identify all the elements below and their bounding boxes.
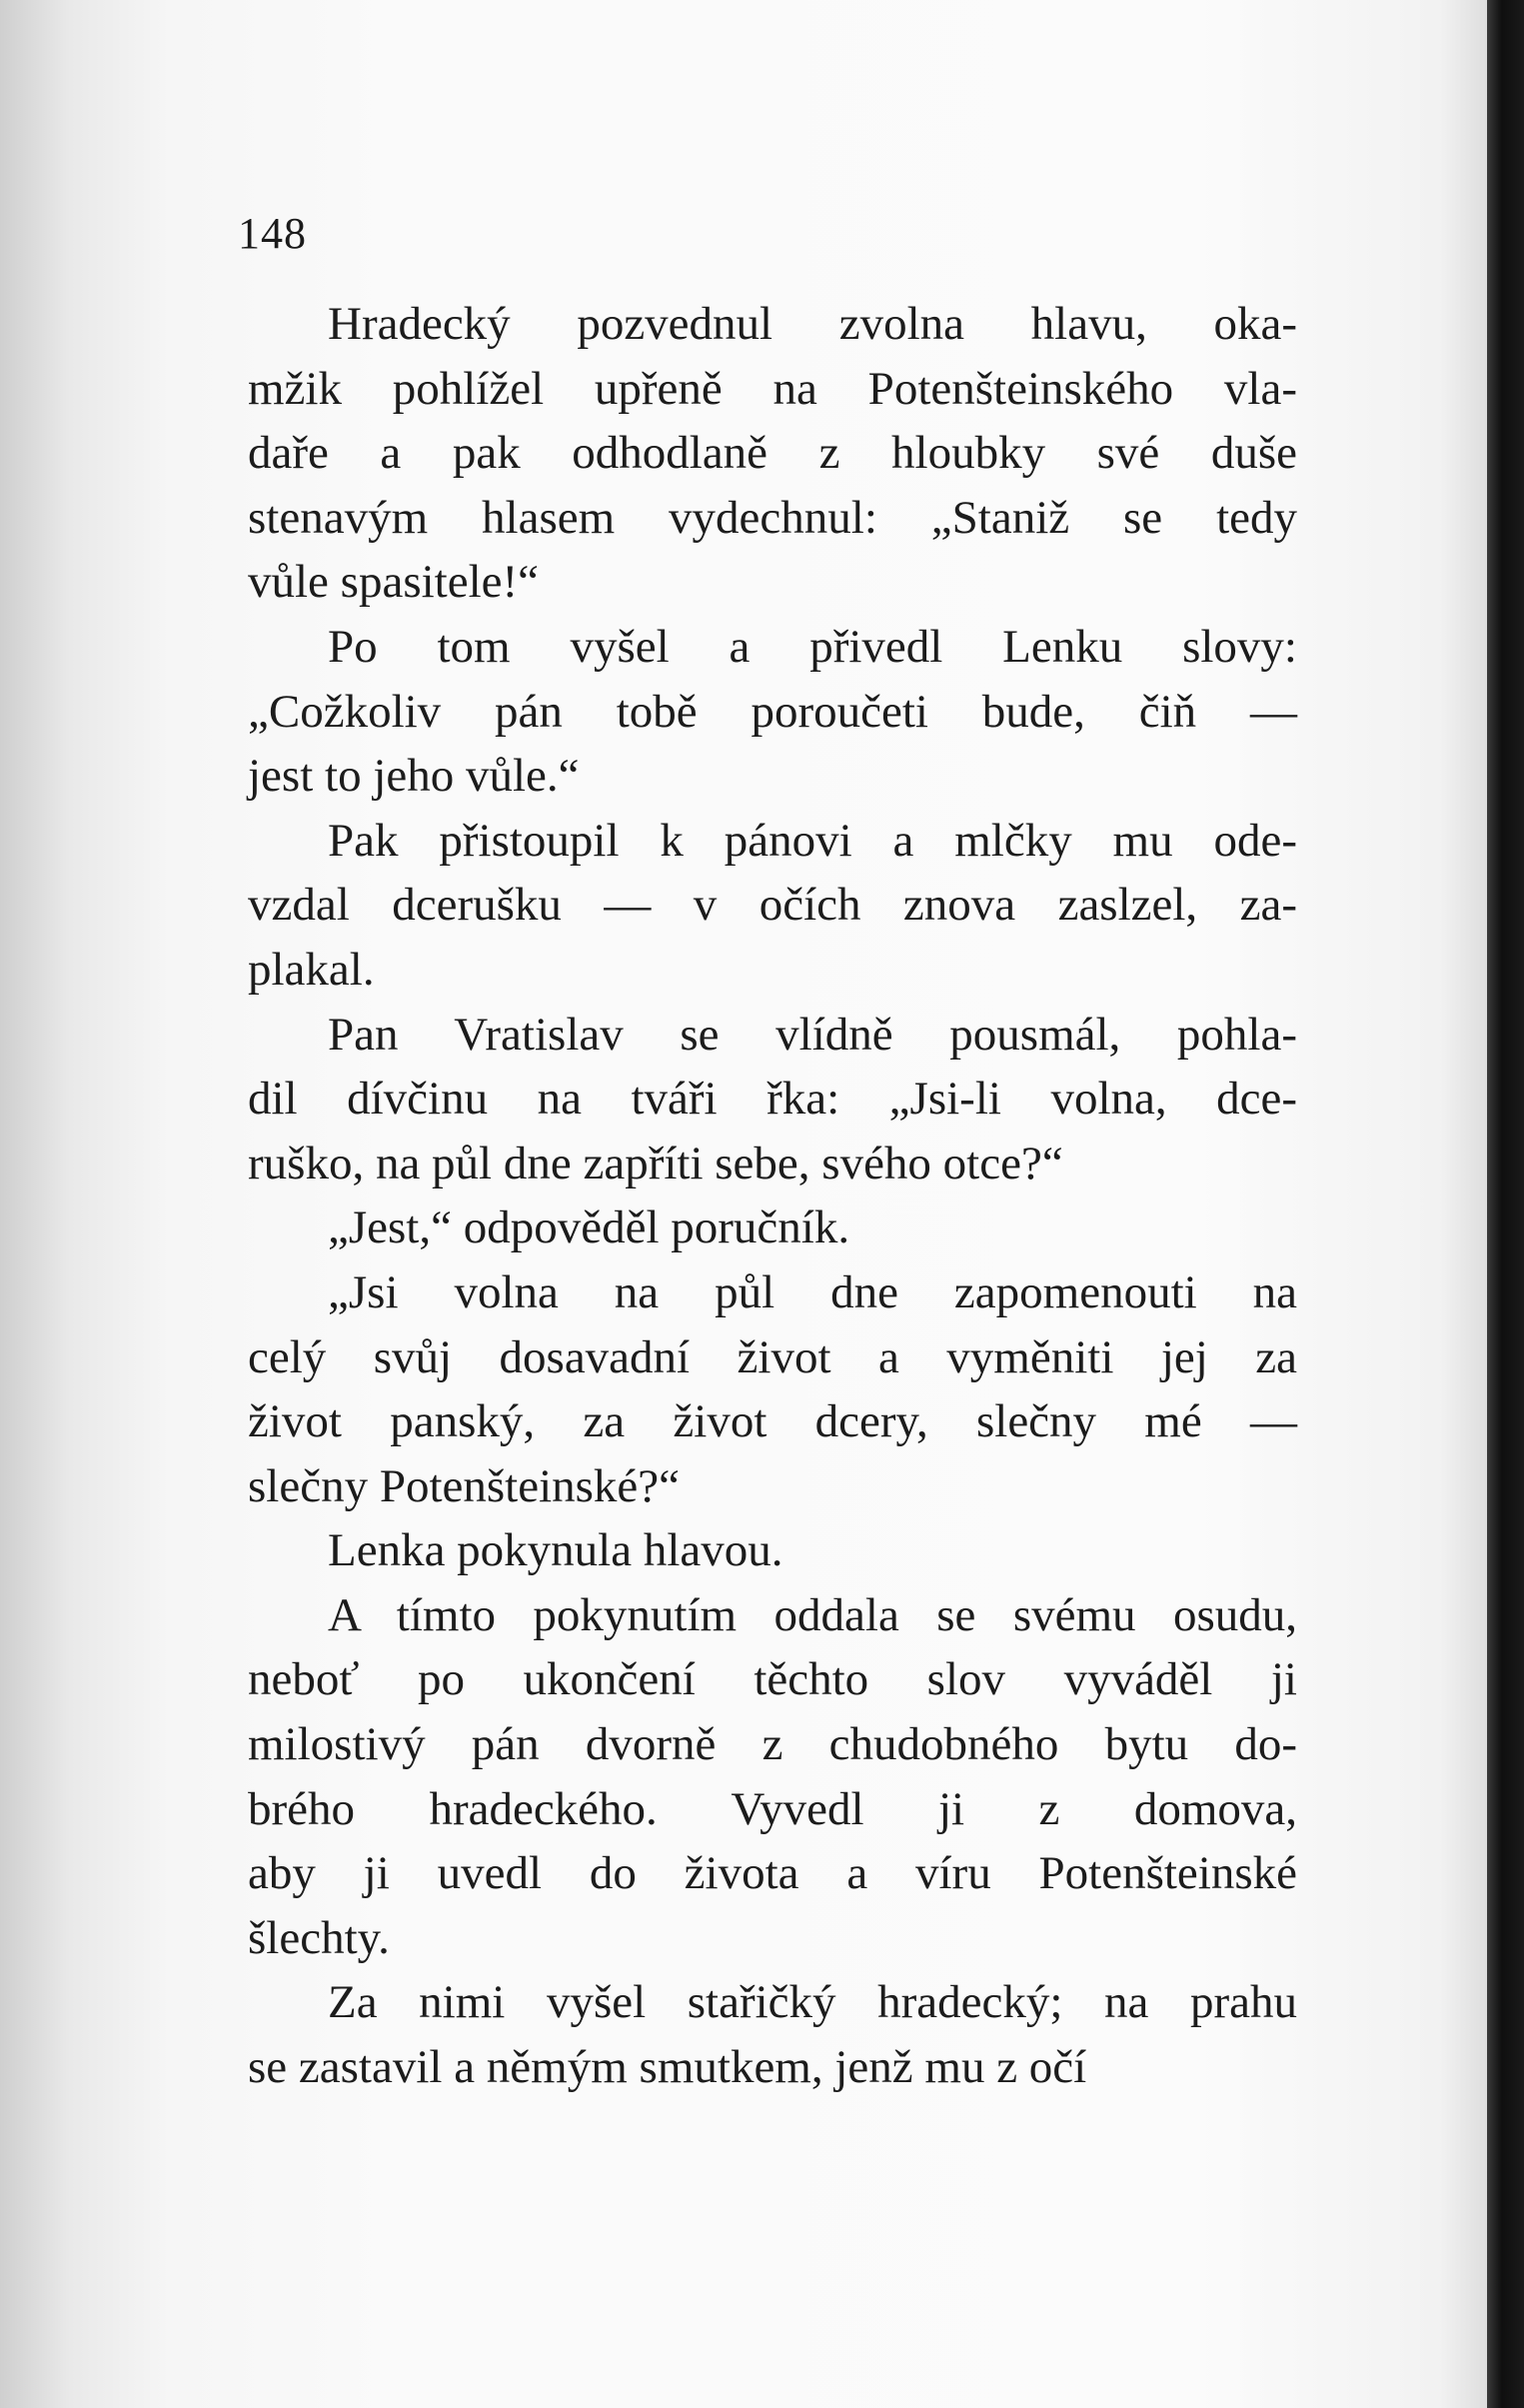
text-line: slečny Potenšteinské?“ bbox=[248, 1459, 681, 1512]
paragraph bbox=[248, 1583, 1297, 1971]
page-body-text bbox=[248, 292, 1297, 2100]
text-line: šlechty. bbox=[248, 1911, 390, 1964]
paragraph bbox=[248, 809, 1297, 1003]
paragraph bbox=[248, 615, 1297, 809]
text-line: mžik pohlížel upřeně na Potenšteinského vla- bbox=[248, 362, 1297, 415]
text-line: se zastavil a němým smutkem, jenž mu z očí bbox=[248, 2041, 1087, 2094]
text-line: vůle spasitele!“ bbox=[248, 556, 540, 609]
text-line: „Cožkoliv pán tobě poroučeti bude, čiň — bbox=[248, 685, 1297, 738]
text-line: plakal. bbox=[248, 943, 375, 996]
page-edge-shadow bbox=[1487, 0, 1524, 2408]
text-line: jest to jeho vůle.“ bbox=[248, 750, 580, 803]
paragraph bbox=[248, 1518, 1297, 1583]
text-line: život panský, za život dcery, slečny mé — bbox=[248, 1395, 1297, 1448]
text-line: Pan Vratislav se vlídně pousmál, pohla- bbox=[328, 1008, 1297, 1061]
text-line: stenavým hlasem vydechnul: „Staniž se tedy bbox=[248, 491, 1297, 544]
text-line: brého hradeckého. Vyvedl ji z domova, bbox=[248, 1782, 1297, 1835]
text-line: daře a pak odhodlaně z hloubky své duše bbox=[248, 427, 1297, 480]
text-line: milostivý pán dvorně z chudobného bytu do- bbox=[248, 1718, 1297, 1771]
paragraph bbox=[248, 292, 1297, 615]
text-line: vzdal dcerušku — v očích znova zaslzel, za- bbox=[248, 879, 1297, 932]
text-line: „Jest,“ odpověděl poručník. bbox=[328, 1202, 850, 1254]
text-line: dil dívčinu na tváři řka: „Jsi-li volna, dce- bbox=[248, 1073, 1297, 1126]
page-number: 148 bbox=[238, 209, 307, 258]
text-line: Lenka pokynula hlavou. bbox=[328, 1524, 783, 1577]
text-line: neboť po ukončení těchto slov vyváděl ji bbox=[248, 1653, 1297, 1706]
text-line: A tímto pokynutím oddala se svému osudu, bbox=[328, 1588, 1297, 1641]
text-line: Hradecký pozvednul zvolna hlavu, oka- bbox=[328, 298, 1297, 350]
text-line: Za nimi vyšel stařičký hradecký; na prahu bbox=[328, 1976, 1297, 2029]
paragraph bbox=[248, 1260, 1297, 1518]
text-line: Po tom vyšel a přivedl Lenku slovy: bbox=[328, 620, 1297, 673]
text-line: ruško, na půl dne zapříti sebe, svého otce?“ bbox=[248, 1137, 1063, 1190]
paragraph bbox=[248, 1003, 1297, 1197]
text-line: „Jsi volna na půl dne zapomenouti na bbox=[328, 1265, 1297, 1318]
text-line: celý svůj dosavadní život a vyměniti jej za bbox=[248, 1330, 1297, 1383]
text-line: aby ji uvedl do života a víru Potenšteinské bbox=[248, 1847, 1297, 1900]
text-line: Pak přistoupil k pánovi a mlčky mu ode- bbox=[328, 814, 1297, 867]
paragraph bbox=[248, 1196, 1297, 1260]
paragraph bbox=[248, 1970, 1297, 2099]
